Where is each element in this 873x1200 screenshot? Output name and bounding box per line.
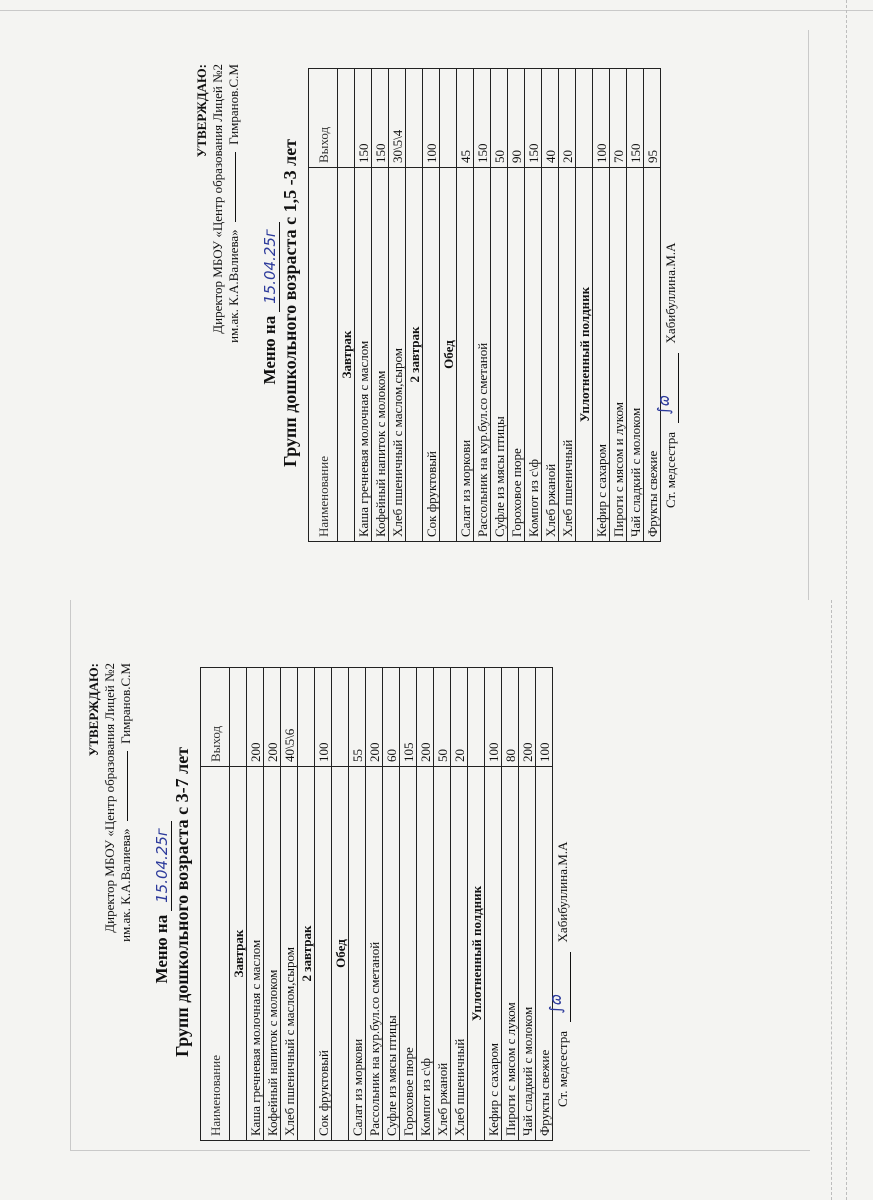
section-title: Обед	[332, 767, 349, 1141]
dish-name: Гороховое пюре	[400, 767, 417, 1141]
dish-portion: 200	[366, 668, 383, 767]
approval-signature-line	[127, 751, 128, 821]
section-title: Обед	[440, 168, 457, 542]
dish-portion: 40\5\6	[281, 668, 298, 767]
scan-border-top	[0, 10, 873, 11]
scan-border-right	[808, 30, 809, 600]
menu-item-row	[485, 668, 502, 1141]
menu-section-row	[298, 668, 315, 1141]
menu-date: 15.04.25г	[153, 821, 172, 911]
menu-item-row	[451, 668, 468, 1141]
column-header-name: Наименование	[309, 168, 338, 542]
section-qty-empty	[298, 668, 315, 767]
menu-table-body	[309, 69, 661, 542]
menu-item-row	[281, 668, 298, 1141]
column-header-qty: Выход	[309, 69, 338, 168]
menu-item-row	[491, 69, 508, 542]
signature-scribble-icon: ∫ɷ	[546, 993, 565, 1014]
menu-section-row	[406, 69, 423, 542]
dish-portion: 70	[610, 69, 627, 168]
dish-portion: 150	[627, 69, 644, 168]
footer-role: Ст. медсестра	[663, 431, 678, 508]
dish-portion: 20	[451, 668, 468, 767]
section-title: Уплотненный полдник	[576, 168, 593, 542]
menu-item-row	[417, 668, 434, 1141]
scan-noise-right-2	[830, 600, 832, 1200]
menu-item-row	[525, 69, 542, 542]
menu-title	[152, 657, 172, 1147]
dish-name: Рассольник на кур.бул.со сметаной	[366, 767, 383, 1141]
menu-sheet-toddlers	[188, 58, 728, 548]
scan-border-bottom	[70, 1150, 810, 1151]
dish-portion: 40	[542, 69, 559, 168]
menu-title-prefix: Меню на	[260, 315, 279, 385]
section-qty-empty	[338, 69, 355, 168]
dish-name: Пироги с мясом с луком	[502, 767, 519, 1141]
dish-name: Суфле из мясы птицы	[383, 767, 400, 1141]
footer-name: Хабибуллина.М.А	[555, 841, 570, 943]
dish-name: Кофейный напиток с молоком	[372, 168, 389, 542]
dish-portion: 60	[383, 668, 400, 767]
dish-name: Хлеб пшеничный	[559, 168, 576, 542]
section-qty-empty	[230, 668, 247, 767]
dish-portion: 200	[264, 668, 281, 767]
signature-scribble-icon: ∫ɷ	[654, 394, 673, 415]
dish-name: Хлеб ржаной	[434, 767, 451, 1141]
menu-title-prefix: Меню на	[152, 914, 171, 984]
section-qty-empty	[406, 69, 423, 168]
column-header-qty: Выход	[201, 668, 230, 767]
dish-portion: 90	[508, 69, 525, 168]
menu-table-header	[309, 69, 338, 542]
dish-portion: 100	[423, 69, 440, 168]
dish-name: Фрукты свежие	[536, 767, 553, 1141]
menu-table-header	[201, 668, 230, 1141]
dish-portion: 200	[417, 668, 434, 767]
menu-item-row	[508, 69, 525, 542]
menu-item-row	[349, 668, 366, 1141]
dish-portion: 50	[491, 69, 508, 168]
dish-name: Кефир с сахаром	[485, 767, 502, 1141]
menu-date: 15.04.25г	[261, 222, 280, 312]
menu-section-row	[440, 69, 457, 542]
nurse-signature	[546, 952, 571, 1022]
menu-section-row	[468, 668, 485, 1141]
menu-item-row	[610, 69, 627, 542]
menu-item-row	[474, 69, 491, 542]
dish-portion: 200	[519, 668, 536, 767]
menu-item-row	[536, 668, 553, 1141]
dish-name: Хлеб пшеничный	[451, 767, 468, 1141]
dish-name: Салат из моркови	[349, 767, 366, 1141]
menu-item-row	[315, 668, 332, 1141]
menu-group-title: Групп дошкольного возраста с 1,5 -3 лет	[280, 138, 300, 468]
menu-item-row	[542, 69, 559, 542]
dish-name: Салат из моркови	[457, 168, 474, 542]
dish-name: Каша гречневая молочная с маслом	[355, 168, 372, 542]
dish-name: Рассольник на кур.бул.со сметаной	[474, 168, 491, 542]
dish-portion: 150	[355, 69, 372, 168]
approval-director: Директор МБОУ «Центр образования Лицей №2	[102, 663, 117, 933]
nurse-signature	[654, 353, 679, 423]
section-title: 2 завтрак	[406, 168, 423, 542]
menu-item-row	[434, 668, 451, 1141]
dish-name: Суфле из мясы птицы	[491, 168, 508, 542]
menu-item-row	[559, 69, 576, 542]
dish-portion: 100	[315, 668, 332, 767]
menu-section-row	[576, 69, 593, 542]
section-qty-empty	[468, 668, 485, 767]
menu-item-row	[423, 69, 440, 542]
menu-title	[260, 58, 280, 548]
approval-school: им.ак. К.А.Валиева»	[118, 828, 133, 942]
menu-item-row	[644, 69, 661, 542]
dish-portion: 45	[457, 69, 474, 168]
dish-name: Хлеб пшеничный с маслом,сыром	[281, 767, 298, 1141]
approval-director-name: Гимранов.С.М	[226, 64, 241, 145]
dish-name: Чай сладкий с молоком	[519, 767, 536, 1141]
approval-director-name: Гимранов.С.М	[118, 663, 133, 744]
dish-name: Кофейный напиток с молоком	[264, 767, 281, 1141]
dish-name: Каша гречневая молочная с маслом	[247, 767, 264, 1141]
approval-word: УТВЕРЖДАЮ:	[86, 663, 101, 757]
menu-item-row	[355, 69, 372, 542]
dish-portion: 200	[247, 668, 264, 767]
menu-section-row	[332, 668, 349, 1141]
dish-portion: 105	[400, 668, 417, 767]
menu-sheet-preschool	[80, 657, 620, 1147]
menu-item-row	[389, 69, 406, 542]
column-header-name: Наименование	[201, 767, 230, 1141]
scan-noise-right	[845, 0, 847, 1200]
signature-footer	[654, 68, 679, 508]
dish-name: Компот из с\ф	[525, 168, 542, 542]
menu-item-row	[519, 668, 536, 1141]
dish-name: Чай сладкий с молоком	[627, 168, 644, 542]
dish-portion: 100	[536, 668, 553, 767]
dish-name: Кефир с сахаром	[593, 168, 610, 542]
dish-name: Хлеб пшеничный с маслом,сыром	[389, 168, 406, 542]
menu-item-row	[383, 668, 400, 1141]
menu-table-body	[201, 668, 553, 1141]
section-qty-empty	[332, 668, 349, 767]
section-title: Завтрак	[338, 168, 355, 542]
section-qty-empty	[440, 69, 457, 168]
dish-portion: 55	[349, 668, 366, 767]
dish-name: Пироги с мясом и луком	[610, 168, 627, 542]
menu-section-row	[230, 668, 247, 1141]
menu-table	[308, 68, 661, 542]
dish-portion: 30\5\4	[389, 69, 406, 168]
dish-portion: 100	[593, 69, 610, 168]
dish-portion: 100	[485, 668, 502, 767]
menu-section-row	[338, 69, 355, 542]
menu-item-row	[502, 668, 519, 1141]
menu-group-title: Групп дошкольного возраста с 3-7 лет	[172, 746, 192, 1058]
dish-name: Сок фруктовый	[423, 168, 440, 542]
section-title: Уплотненный полдник	[468, 767, 485, 1141]
dish-portion: 150	[525, 69, 542, 168]
footer-role: Ст. медсестра	[555, 1030, 570, 1107]
menu-item-row	[593, 69, 610, 542]
signature-footer	[546, 667, 571, 1107]
section-title: 2 завтрак	[298, 767, 315, 1141]
dish-name: Сок фруктовый	[315, 767, 332, 1141]
approval-block	[194, 64, 242, 343]
dish-portion: 20	[559, 69, 576, 168]
approval-block	[86, 663, 134, 942]
menu-item-row	[366, 668, 383, 1141]
dish-name: Гороховое пюре	[508, 168, 525, 542]
dish-portion: 95	[644, 69, 661, 168]
dish-portion: 150	[474, 69, 491, 168]
dish-name: Фрукты свежие	[644, 168, 661, 542]
dish-name: Компот из с\ф	[417, 767, 434, 1141]
menu-item-row	[372, 69, 389, 542]
approval-director: Директор МБОУ «Центр образования Лицей №2	[210, 64, 225, 334]
menu-item-row	[457, 69, 474, 542]
approval-school: им.ак. К.А.Валиева»	[226, 229, 241, 343]
scan-border-mid	[70, 600, 71, 1150]
approval-word: УТВЕРЖДАЮ:	[194, 64, 209, 158]
dish-portion: 80	[502, 668, 519, 767]
menu-table	[200, 667, 553, 1141]
dish-portion: 150	[372, 69, 389, 168]
approval-signature-line	[235, 152, 236, 222]
menu-item-row	[247, 668, 264, 1141]
dish-name: Хлеб ржаной	[542, 168, 559, 542]
dish-portion: 50	[434, 668, 451, 767]
menu-item-row	[400, 668, 417, 1141]
section-qty-empty	[576, 69, 593, 168]
section-title: Завтрак	[230, 767, 247, 1141]
menu-item-row	[627, 69, 644, 542]
menu-item-row	[264, 668, 281, 1141]
footer-name: Хабибуллина.М.А	[663, 242, 678, 344]
